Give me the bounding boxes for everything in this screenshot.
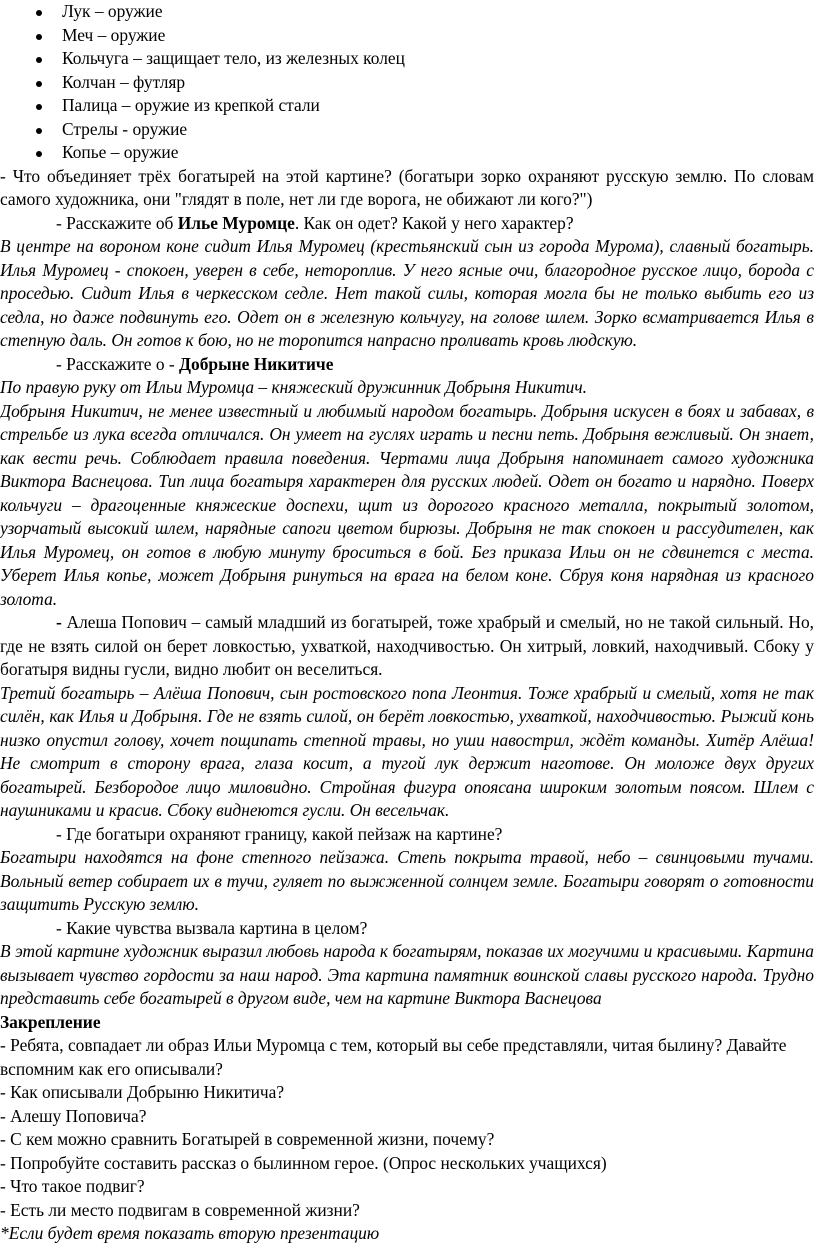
question-ilya-suffix: . Как он одет? Какой у него характер? (294, 212, 574, 233)
question-item: - Есть ли место подвигам в современной жизни? (0, 1199, 360, 1220)
list-item: Стрелы - оружие (0, 118, 816, 142)
answer-dobrynya-intro: По правую руку от Ильи Муромца – княжеский дружинник Добрыня Никитич. (0, 377, 587, 397)
paragraph-alesha-text: Алеша Попович – самый младший из богатырей, тоже храбрый и смелый, но не такой сильный. Но, где не взять силой он берет ловкостью, ухваткой, находчивостью. Он хитрый, ловкий, находчивый. Сбоку у богатыря видны гусли, видно любит он веселиться. (0, 612, 814, 679)
answer-alesha: Третий богатырь – Алёша Попович, сын ростовского попа Леонтия. Тоже храбрый и смелый, хотя не так силён, как Илья и Добрыня. Где не взять силой, он берёт ловкостью, ухваткой, находчивостью. Рыжий конь низко опустил голову, хочет пощипать степной травы, но уши навострил, ждёт команды. Хитёр Алёша! Не смотрит в сторону врага, глаза косит, а тугой лук держит наготове. Он моложе двух других богатырей. Безбородое лицо миловидно. Стройная фигура опоясана широким золотым поясом. Шлем с наушниками и красив. Сбоку виднеются гусли. Он весельчак. (0, 682, 814, 820)
answer-feelings: В этой картине художник выразил любовь народа к богатырям, показав их могучими и красивыми. Картина вызывает чувство гордости за наш народ. Эта картина памятник воинской славы русского народа. Трудно представить себе богатырей в другом виде, чем на картине Виктора Васнецова (0, 941, 814, 1008)
question-dobrynya-name: Добрыне Никитиче (179, 353, 334, 374)
list-item: Меч – оружие (0, 24, 816, 48)
list-item: Палица – оружие из крепкой стали (0, 94, 816, 118)
footnote: *Если будет время показать вторую презентацию (0, 1223, 380, 1243)
answer-ilya: В центре на вороном коне сидит Илья Муромец (крестьянский сын из города Мурома), славный богатырь. Илья Муромец - спокоен, уверен в себе, нетороплив. У него ясные очи, благородное русское лицо, борода с проседью. Сидит Илья в черкесском седле. Нет такой силы, которая могла бы не только выбить его из седла, но даже подвинуть его. Одет он в железную кольчугу, на голове шлем. Зорко всматривается Илья в степную даль. Он готов к бою, но не торопится напрасно проливать кровь людскую. (0, 236, 814, 350)
question-ilya-prefix: - Расскажите об (56, 212, 178, 233)
list-item: Колчан – футляр (0, 71, 816, 95)
section-title: Закрепление (0, 1011, 101, 1032)
question-item: - Алешу Поповича? (0, 1105, 147, 1126)
list-item: Копье – оружие (0, 141, 816, 165)
question-feelings: - Какие чувства вызвала картина в целом? (56, 917, 368, 938)
answer-dobrynya: Добрыня Никитич, не менее известный и любимый народом богатырь. Добрыня искусен в боях и забавах, в стрельбе из лука всегда отличался. Он умеет на гуслях играть и песни петь. Добрыня вежливый. Он знает, как вести речь. Соблюдает правила поведения. Чертами лица Добрыня напоминает самого художника Виктора Васнецова. Тип лица богатыря характерен для русских людей. Одет он богато и нарядно. Поверх кольчуги – драгоценные княжеские доспехи, щит из дорогого красного металла, покрытый золотом, узорчатый высокий шлем, нарядные сапоги цветом бирюзы. Добрыня не так спокоен и рассудителен, как Илья Муромец, он готов в любую минуту броситься в бой. Без приказа Ильи он не сдвинется с места. Уберет Илья копье, может Добрыня ринуться на врага на белом коне. Сбруя коня нарядная из красного золота. (0, 400, 814, 609)
question-dobrynya (0, 353, 816, 377)
list-item: Кольчуга – защищает тело, из железных колец (0, 47, 816, 71)
question-landscape: - Где богатыри охраняют границу, какой пейзаж на картине? (56, 823, 503, 844)
question-item: - С кем можно сравнить Богатырей в современной жизни, почему? (0, 1129, 495, 1149)
question-dobrynya-prefix: - Расскажите о - (56, 353, 180, 374)
question-unite: - Что объединяет трёх богатырей на этой картине? (богатыри зорко охраняют русскую землю. По словам самого художника, они "глядят в поле, нет ли где ворога, не обижают ли кого?") (0, 165, 814, 209)
paragraph-alesha-dash: - (56, 612, 62, 632)
answer-landscape: Богатыри находятся на фоне степного пейзажа. Степь покрыта травой, небо – свинцовыми тучами. Вольный ветер собирает их в тучи, гуляет по выжженной солнцем земле. Богатыри говорят о готовности защитить Русскую землю. (0, 847, 814, 914)
paragraph-alesha (0, 611, 816, 682)
question-item: - Ребята, совпадает ли образ Ильи Муромца с тем, который вы себе представляли, читая былину? Давайте вспомним как его описывали? (0, 1035, 787, 1079)
question-item: - Как описывали Добрыню Никитича? (0, 1082, 285, 1102)
question-ilya (0, 212, 816, 236)
question-item: - Что такое подвиг? (0, 1176, 145, 1196)
question-item: - Попробуйте составить рассказ о былинном герое. (Опрос нескольких учащихся) (0, 1152, 607, 1173)
question-ilya-name: Илье Муромце (177, 212, 295, 233)
list-item: Лук – оружие (0, 0, 816, 24)
weapons-list (0, 0, 816, 165)
